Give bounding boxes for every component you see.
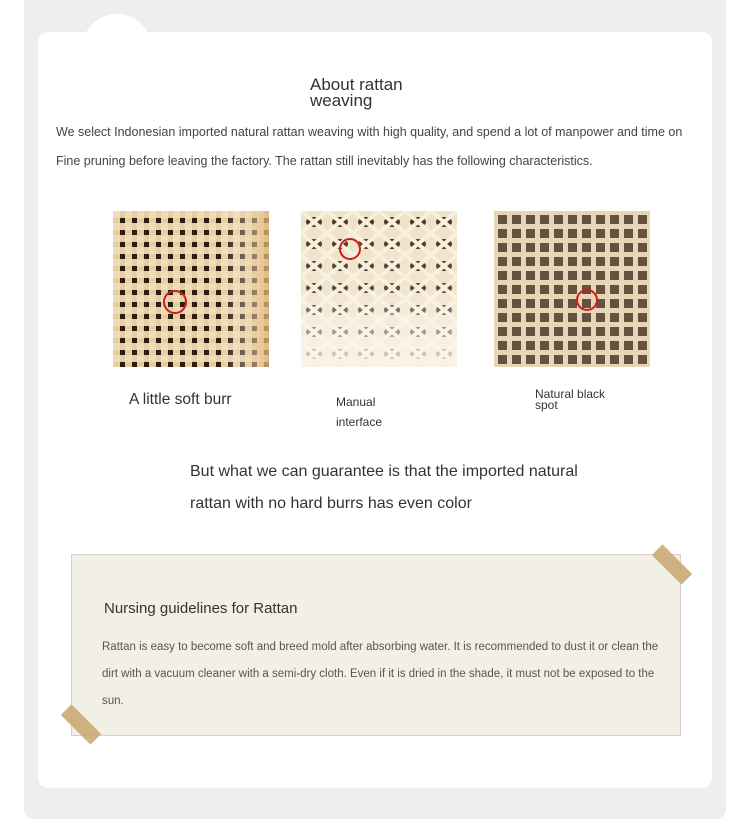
caption-manual-interface: Manual interface [336,395,383,429]
hexagonal-weave-photo [301,211,457,367]
about-intro: We select Indonesian imported natural rattan weaving with high quality, and spend a lot of manpower and time on Fine pruning before leaving the factory. The rattan still inevitably has the following characteristics. [56,125,683,168]
square-weave-photo [113,211,269,367]
caption-natural-black-spot: Natural black spot [535,387,606,412]
caption-soft-burr: A little soft burr [129,391,232,408]
guarantee-text: But what we can guarantee is that the imported natural rattan with no hard burrs has even color [190,463,578,512]
nursing-title: Nursing guidelines for Rattan [104,600,298,617]
open-weave-photo [494,211,650,367]
about-title: About rattan weaving [310,75,403,110]
nursing-body: Rattan is easy to become soft and breed mold after absorbing water. It is recommended to dust it or clean the dirt with a vacuum cleaner with a semi-dry cloth. Even if it is dried in the shade, it must not be exposed to the sun. [102,641,659,707]
